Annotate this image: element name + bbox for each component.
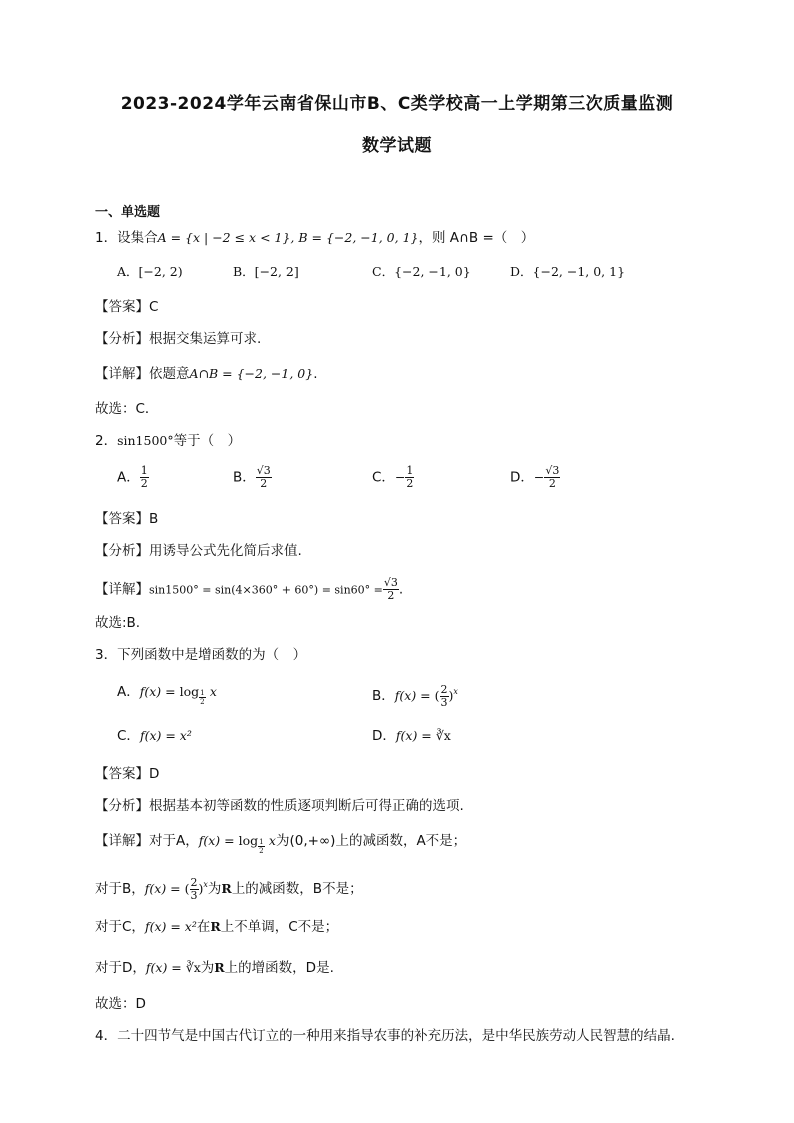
fx: f(x) =: [144, 919, 185, 934]
fx: f(x) =: [144, 881, 185, 896]
q1-answer: [95, 297, 158, 317]
q3-option-a: [117, 682, 217, 706]
q3-detail-d: [95, 958, 334, 978]
analysis-label: 【分析】: [95, 331, 149, 347]
analysis-label: 【分析】: [95, 543, 149, 559]
x-squared: x²: [179, 728, 192, 743]
q3-stem: 3．下列函数中是增函数的为（ ）: [95, 647, 307, 663]
real-set: R: [221, 881, 232, 896]
frac-num: 2: [190, 875, 198, 889]
frac-num: √3: [545, 464, 560, 477]
q2-option-a-frac: [140, 465, 149, 490]
q2-stem: [95, 431, 241, 451]
detail-b-post: 为: [207, 881, 222, 897]
frac-den: 2: [406, 477, 414, 490]
q3-answer-value: D: [149, 766, 160, 782]
q3-option-b: [372, 682, 458, 709]
q1-conclusion: 故选：C．: [95, 401, 159, 417]
q2-answer-value: B: [149, 511, 159, 527]
q2-number: 2．: [95, 433, 118, 449]
analysis-label: 【分析】: [95, 798, 149, 814]
q3-answer: [95, 764, 159, 784]
q2-analysis: [95, 541, 302, 561]
q4-stem: 4．二十四节气是中国古代订立的一种用来指导农事的补充历法，是中华民族劳动人民智慧的结晶.: [95, 1028, 675, 1044]
answer-label: 【答案】: [95, 299, 149, 315]
log-base: [258, 838, 264, 855]
detail-c-mid: 在: [196, 919, 211, 935]
q2-answer: [95, 509, 158, 529]
q1-tail: ，则 A∩B =（ ）: [418, 230, 535, 246]
q2-option-c-label: C．: [372, 469, 395, 486]
q2-option-b: [233, 465, 272, 490]
fx: f(x) =: [395, 728, 436, 743]
q3-detail-a: [95, 831, 466, 855]
log: log: [238, 833, 259, 848]
real-set: R: [214, 960, 225, 975]
q2-math: sin1500°: [117, 433, 174, 448]
paren: ): [198, 881, 204, 896]
frac-num: 1: [140, 464, 148, 477]
q1-stem: [95, 228, 534, 248]
fx: f(x) =: [139, 728, 180, 743]
q2-option-c-frac: [405, 465, 414, 490]
q3-conclusion: 故选：D: [95, 996, 146, 1012]
detail-d-pre: 对于D，: [95, 960, 146, 976]
q1-analysis: [95, 329, 261, 349]
cube-root: ∛x: [185, 960, 201, 975]
q2-detail-frac: [383, 577, 399, 602]
q2-option-b-label: B．: [233, 469, 256, 486]
paren: ): [448, 688, 454, 703]
log: log: [179, 684, 200, 699]
answer-label: 【答案】: [95, 511, 149, 527]
q1-detail-math: A∩B = {−2, −1, 0}: [189, 366, 314, 381]
q1-option-a: A．[−2, 2): [117, 264, 183, 279]
q2-option-c: [372, 465, 414, 490]
frac-den: 2: [200, 698, 205, 706]
q2-conclusion: 故选:B.: [95, 615, 141, 631]
q1-detail: [95, 364, 318, 384]
q2-detail-math: sin1500° = sin(4×360° + 60°) = sin60° =: [149, 583, 383, 597]
cube-root: ∛x: [435, 728, 451, 743]
q2-analysis-text: 用诱导公式先化简后求值.: [149, 543, 302, 559]
detail-d-tail: 上的增函数，D是.: [224, 960, 334, 976]
q2-option-d-frac: [544, 465, 560, 490]
q1-number: 1．设集合: [95, 230, 158, 246]
detail-d-mid: 为: [200, 960, 215, 976]
fx: f(x) =: [394, 688, 435, 703]
detail-label: 【详解】: [95, 833, 149, 849]
q2-detail: [95, 577, 403, 602]
exponent: x: [203, 880, 208, 889]
q2-tail: 等于（ ）: [173, 433, 242, 449]
minus-sign: −: [533, 469, 545, 485]
var-x: x: [209, 684, 217, 699]
q2-detail-post: .: [398, 581, 404, 598]
q3-analysis: [95, 796, 464, 816]
q1-detail-post: .: [313, 366, 318, 382]
frac-den: 2: [387, 589, 395, 602]
q1-detail-pre: 依题意: [149, 366, 190, 382]
exponent: x: [453, 687, 458, 696]
detail-b-pre: 对于B，: [95, 881, 145, 897]
frac-den: 2: [259, 847, 264, 855]
paren: (: [434, 688, 440, 703]
q3-option-b-label: B．: [372, 688, 395, 704]
detail-c-pre: 对于C，: [95, 919, 145, 935]
frac-den: 3: [190, 888, 198, 902]
frac-num: √3: [256, 464, 271, 477]
q1-answer-value: C: [149, 299, 159, 315]
q2-option-d-label: D．: [510, 469, 534, 486]
frac-num: √3: [383, 576, 398, 589]
fx: f(x) =: [145, 960, 186, 975]
q2-option-a-label: A．: [117, 469, 140, 486]
q3-detail-b: [95, 875, 363, 902]
q3-option-d: [372, 726, 451, 746]
doc-title-line1: 2023-2024学年云南省保山市B、C类学校高一上学期第三次质量监测: [120, 94, 674, 114]
detail-c-tail: 上不单调，C不是；: [220, 919, 339, 935]
frac-den: 3: [440, 695, 448, 709]
q1-option-b: B．[−2, 2]: [233, 264, 299, 279]
q3-option-d-label: D．: [372, 728, 396, 744]
base-frac: [190, 877, 199, 902]
detail-a-post: 为(0,+∞)上的减函数，A不是；: [275, 833, 467, 849]
answer-label: 【答案】: [95, 766, 149, 782]
fx: f(x) =: [198, 833, 239, 848]
q1-analysis-text: 根据交集运算可求.: [149, 331, 262, 347]
base-frac: [440, 684, 449, 709]
detail-b-tail: 上的减函数，B不是；: [231, 881, 363, 897]
paren: (: [184, 881, 190, 896]
frac-den: 2: [140, 477, 148, 490]
q2-option-d: [510, 465, 560, 490]
q2-option-b-frac: [256, 465, 272, 490]
frac-den: 2: [548, 477, 556, 490]
detail-a-pre: 对于A，: [149, 833, 199, 849]
q3-option-c-label: C．: [117, 728, 140, 744]
frac-num: 1: [259, 838, 264, 846]
q1-option-d: D．{−2, −1, 0, 1}: [510, 264, 626, 279]
q3-option-c: [117, 726, 192, 746]
frac-num: 1: [200, 689, 205, 697]
x-squared: x²: [184, 919, 197, 934]
doc-title-line2: 数学试题: [362, 136, 432, 156]
minus-sign: −: [394, 469, 406, 485]
frac-num: 1: [406, 464, 414, 477]
frac-num: 2: [440, 682, 448, 696]
q3-detail-c: [95, 917, 338, 937]
detail-label: 【详解】: [95, 581, 149, 598]
log-base: [199, 689, 205, 706]
var-x: x: [268, 833, 276, 848]
fx: f(x) =: [139, 684, 180, 699]
section-heading: 一、单选题: [95, 205, 161, 220]
q3-option-a-label: A．: [117, 684, 140, 700]
q3-analysis-text: 根据基本初等函数的性质逐项判断后可得正确的选项.: [149, 798, 464, 814]
q1-sets: A = {x | −2 ≤ x < 1}, B = {−2, −1, 0, 1}: [157, 230, 419, 245]
detail-label: 【详解】: [95, 366, 149, 382]
real-set: R: [210, 919, 221, 934]
q1-option-c: C．{−2, −1, 0}: [372, 264, 471, 279]
q2-option-a: [117, 465, 149, 490]
frac-den: 2: [260, 477, 268, 490]
